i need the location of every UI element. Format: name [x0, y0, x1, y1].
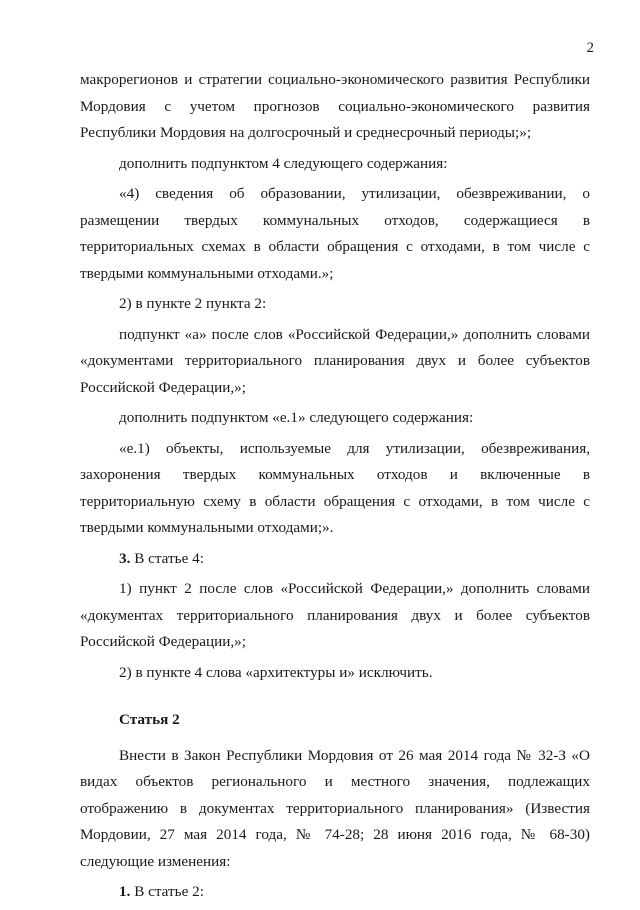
- paragraph: «4) сведения об образовании, утилизации, обезвреживании, о размещении твердых коммунальных отходов, содержащиеся в территориальных схемах в области обращения с отходами, в том числе с твердыми коммунальными отходами.»;: [80, 185, 590, 282]
- paragraph: дополнить подпунктом 4 следующего содержания:: [119, 154, 448, 172]
- page-number: 2: [586, 40, 594, 56]
- item-number: 3.: [119, 549, 131, 567]
- paragraph: дополнить подпунктом «е.1» следующего содержания:: [119, 409, 474, 426]
- section-article4: [80, 576, 590, 686]
- paragraph: 1) пункт 2 после слов «Российской Федерации,» дополнить словами «документах территориального планирования двух и более субъектов Российской Федерации,»;: [80, 580, 590, 650]
- paragraph: «е.1) объекты, используемые для утилизации, обезвреживания, захоронения твердых коммунальных отходов и включенные в территориальную схему в области обращения с отходами, в том числе с твердыми коммунальными отходами;».: [80, 439, 590, 536]
- item-number: 1.: [119, 883, 131, 900]
- section-top: [80, 67, 590, 542]
- paragraph: 2) в пункте 4 слова «архитектуры и» исключить.: [119, 663, 433, 681]
- document-body: [80, 67, 590, 910]
- item-text: В статье 2:: [130, 883, 204, 900]
- paragraph: макрорегионов и стратегии социально-экономического развития Республики Мордовия с учетом прогнозов социально-экономического развития Республики Мордовия на долгосрочный и среднесрочный периоды;»;: [80, 71, 590, 141]
- spacer: [80, 690, 590, 698]
- paragraph: 2) в пункте 2 пункта 2:: [119, 295, 267, 312]
- item-text: В статье 4:: [130, 549, 204, 567]
- article-heading: Статья 2: [119, 711, 180, 728]
- paragraph-final-item: [80, 879, 590, 906]
- paragraph-article4-item: [80, 546, 590, 573]
- paragraph: Внести в Закон Республики Мордовия от 26 мая 2014 года № 32-З «О видах объектов регионального и местного значения, подлежащих отображению в документах территориального планирования» (Известия Мордовии, 27 мая 2014 года, № 74-28; 28 июня 2016 года, № 68-30) следующие изменения:: [80, 746, 590, 870]
- section-article2: [80, 743, 590, 876]
- paragraph: подпункт «а» после слов «Российской Федерации,» дополнить словами «документами территориального планирования двух и более субъектов Российской Федерации,»;: [80, 325, 590, 396]
